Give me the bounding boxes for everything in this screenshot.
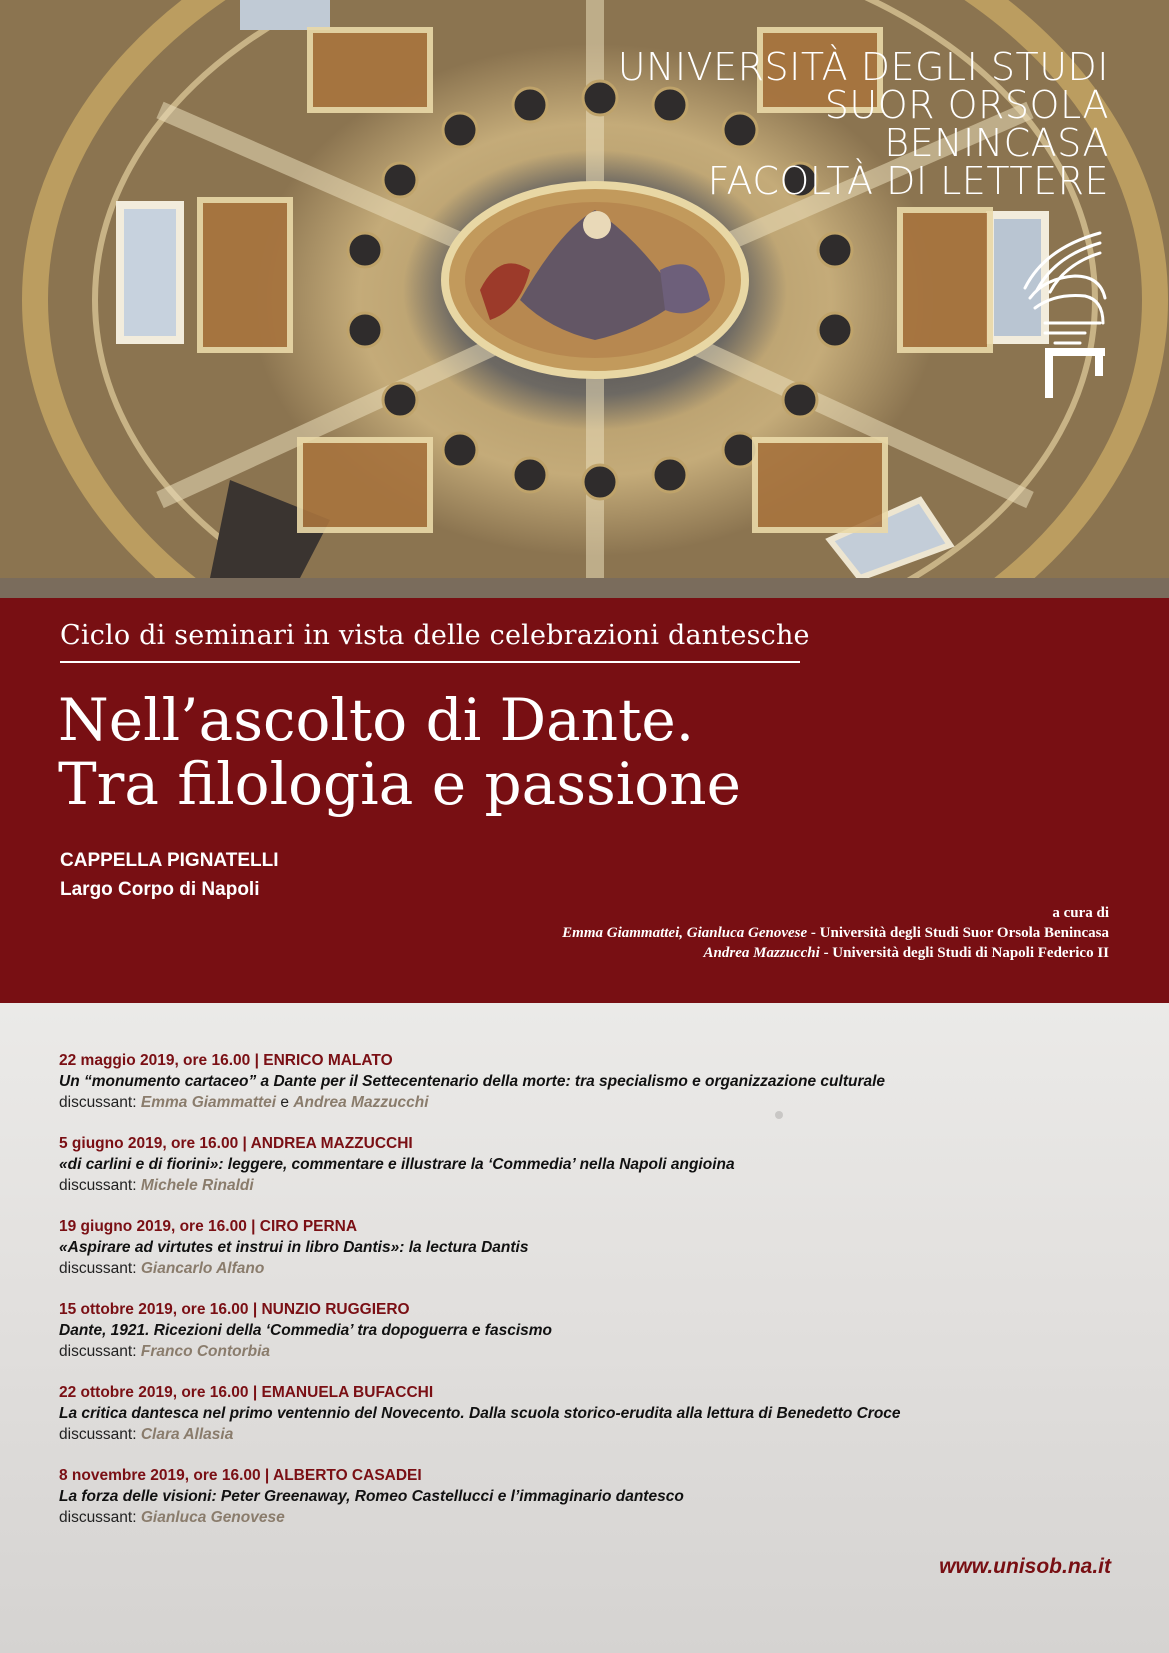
seminar-title <box>58 688 958 816</box>
discussant-name: Franco Contorbia <box>140 1343 271 1360</box>
event-item <box>59 1050 1119 1113</box>
cycle-subtitle: Ciclo di seminari in vista delle celebrazioni dantesche <box>60 620 810 651</box>
event-title: «Aspirare ad virtutes et instrui in libro Dantis»: la lectura Dantis <box>59 1239 529 1256</box>
event-discussants <box>59 1258 1119 1279</box>
website-link[interactable]: www.unisob.na.it <box>939 1555 1111 1578</box>
event-date-speaker: 5 giugno 2019, ore 16.00 | ANDREA MAZZUCCHI <box>59 1135 413 1152</box>
curators-line <box>562 923 1109 943</box>
venue-name: CAPPELLA PIGNATELLI <box>60 850 279 871</box>
event-date-speaker: 8 novembre 2019, ore 16.00 | ALBERTO CASADEI <box>59 1467 422 1484</box>
discussant-name: Clara Allasia <box>140 1426 234 1443</box>
divider-strip <box>0 578 1169 598</box>
university-logo-icon <box>1005 228 1115 398</box>
discussant-label: discussant: <box>59 1260 141 1277</box>
seminar-program <box>0 1003 1169 1653</box>
event-discussants <box>59 1092 1119 1113</box>
curators-intro: a cura di <box>1052 905 1109 921</box>
title-band <box>0 598 1169 1003</box>
event-title: Dante, 1921. Ricezioni della ‘Commedia’ tra dopoguerra e fascismo <box>59 1322 552 1339</box>
event-discussants <box>59 1507 1119 1528</box>
university-line: FACOLTÀ DI LETTERE <box>707 159 1109 203</box>
discussant-label: discussant: <box>59 1094 141 1111</box>
event-title: La forza delle visioni: Peter Greenaway, Romeo Castellucci e l’immaginario dantesco <box>59 1488 684 1505</box>
discussant-name: Michele Rinaldi <box>140 1177 254 1194</box>
event-date-speaker: 19 giugno 2019, ore 16.00 | CIRO PERNA <box>59 1218 358 1235</box>
event-date-speaker: 22 maggio 2019, ore 16.00 | ENRICO MALATO <box>59 1052 393 1069</box>
event-title: «di carlini e di fiorini»: leggere, commentare e illustrare la ‘Commedia’ nella Napoli angioina <box>59 1156 735 1173</box>
seminar-title-line: Nell’ascolto di Dante. <box>58 686 695 754</box>
event-item <box>59 1465 1119 1528</box>
discussant-name: Emma Giammattei <box>140 1094 277 1111</box>
dome-photo <box>0 0 1169 578</box>
discussant-label: discussant: <box>59 1177 141 1194</box>
discussant-label: discussant: <box>59 1509 141 1526</box>
curator-institution: - Università degli Studi Suor Orsola Benincasa <box>807 925 1109 941</box>
seminar-title-line: Tra filologia e passione <box>58 750 741 818</box>
event-discussants <box>59 1341 1119 1362</box>
event-discussants <box>59 1424 1119 1445</box>
event-item <box>59 1299 1119 1362</box>
discussant-joiner: e <box>276 1094 294 1111</box>
curator-names: Emma Giammattei, Gianluca Genovese <box>562 925 808 941</box>
curator-names: Andrea Mazzucchi <box>703 945 820 961</box>
discussant-name: Gianluca Genovese <box>140 1509 285 1526</box>
event-date-speaker: 15 ottobre 2019, ore 16.00 | NUNZIO RUGGIERO <box>59 1301 410 1318</box>
university-line: UNIVERSITÀ DEGLI STUDI <box>617 45 1109 89</box>
event-item <box>59 1133 1119 1196</box>
cycle-underline <box>60 661 800 663</box>
discussant-name: Andrea Mazzucchi <box>293 1094 429 1111</box>
curators-line <box>562 943 1109 963</box>
event-date-speaker: 22 ottobre 2019, ore 16.00 | EMANUELA BUFACCHI <box>59 1384 434 1401</box>
venue-address: Largo Corpo di Napoli <box>60 879 260 900</box>
curators <box>562 903 1109 963</box>
event-item <box>59 1216 1119 1279</box>
university-line: SUOR ORSOLA <box>824 83 1109 127</box>
curator-institution: - Università degli Studi di Napoli Federico II <box>819 945 1109 961</box>
university-name <box>549 45 1109 203</box>
event-title: La critica dantesca nel primo ventennio del Novecento. Dalla scuola storico-erudita alla lettura di Benedetto Croce <box>59 1405 901 1422</box>
discussant-name: Giancarlo Alfano <box>140 1260 265 1277</box>
event-item <box>59 1382 1119 1445</box>
discussant-label: discussant: <box>59 1426 141 1443</box>
university-line: BENINCASA <box>884 121 1109 165</box>
venue <box>60 846 279 904</box>
event-discussants <box>59 1175 1119 1196</box>
event-title: Un “monumento cartaceo” a Dante per il Settecentenario della morte: tra specialismo e organizzazione culturale <box>59 1073 886 1090</box>
discussant-label: discussant: <box>59 1343 141 1360</box>
